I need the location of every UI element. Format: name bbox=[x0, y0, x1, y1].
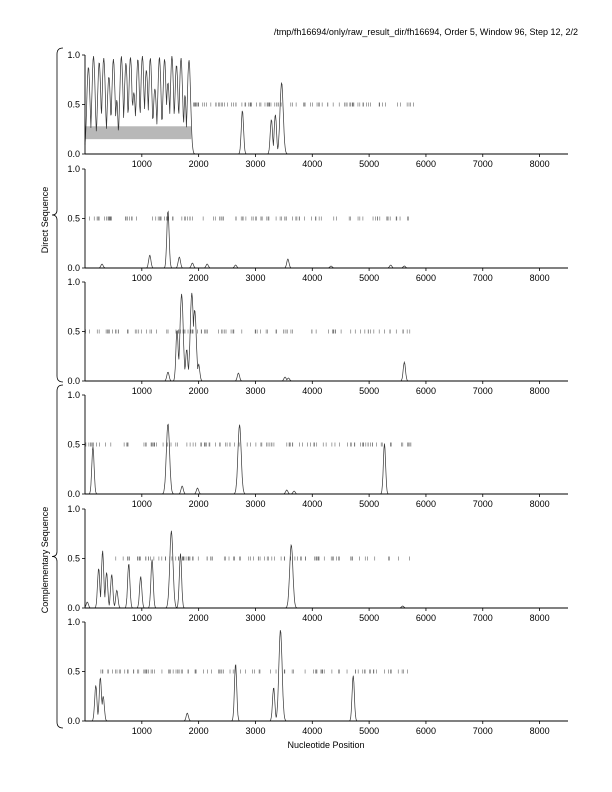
marker-ticks bbox=[90, 217, 409, 221]
x-tick-label: 1000 bbox=[131, 273, 152, 283]
x-tick-label: 7000 bbox=[472, 726, 493, 736]
y-tick-label: 0.5 bbox=[67, 326, 80, 337]
y-tick-label: 0.5 bbox=[67, 553, 80, 564]
y-tick-label: 0.0 bbox=[67, 376, 80, 386]
x-tick-label: 2000 bbox=[188, 726, 209, 736]
panel-3 bbox=[67, 277, 568, 396]
y-tick-label: 0.0 bbox=[67, 603, 80, 613]
panel-5 bbox=[67, 504, 568, 623]
signal-line bbox=[85, 630, 568, 721]
x-tick-label: 5000 bbox=[359, 726, 380, 736]
x-tick-label: 3000 bbox=[245, 273, 266, 283]
x-tick-label: 3000 bbox=[245, 499, 266, 509]
y-tick-label: 1.0 bbox=[67, 164, 80, 174]
x-tick-label: 4000 bbox=[302, 159, 323, 169]
marker-ticks bbox=[116, 557, 410, 561]
x-tick-label: 4000 bbox=[302, 499, 323, 509]
marker-ticks bbox=[193, 103, 413, 107]
x-tick-label: 5000 bbox=[359, 613, 380, 623]
y-tick-label: 1.0 bbox=[67, 504, 80, 514]
x-tick-label: 8000 bbox=[529, 613, 550, 623]
x-tick-label: 1000 bbox=[131, 386, 152, 396]
y-tick-label: 0.5 bbox=[67, 666, 80, 677]
group-brackets bbox=[52, 48, 63, 728]
y-tick-label: 1.0 bbox=[67, 617, 80, 627]
y-tick-label: 0.0 bbox=[67, 716, 80, 726]
x-tick-label: 7000 bbox=[472, 499, 493, 509]
x-tick-label: 6000 bbox=[415, 159, 436, 169]
panel-6 bbox=[67, 617, 568, 736]
x-tick-label: 7000 bbox=[472, 273, 493, 283]
signal-line bbox=[85, 56, 568, 154]
x-tick-label: 8000 bbox=[529, 159, 550, 169]
x-tick-label: 3000 bbox=[245, 613, 266, 623]
x-tick-label: 7000 bbox=[472, 613, 493, 623]
panel-1 bbox=[67, 50, 568, 169]
x-tick-label: 3000 bbox=[245, 726, 266, 736]
x-tick-label: 3000 bbox=[245, 386, 266, 396]
signal-line bbox=[85, 424, 568, 494]
marker-ticks bbox=[86, 330, 410, 334]
x-tick-label: 7000 bbox=[472, 159, 493, 169]
x-tick-label: 4000 bbox=[302, 386, 323, 396]
x-tick-label: 4000 bbox=[302, 273, 323, 283]
y-tick-label: 0.5 bbox=[67, 99, 80, 110]
x-tick-label: 5000 bbox=[359, 386, 380, 396]
marker-ticks bbox=[86, 443, 411, 447]
x-tick-label: 8000 bbox=[529, 273, 550, 283]
y-tick-label: 1.0 bbox=[67, 277, 80, 287]
x-tick-label: 6000 bbox=[415, 726, 436, 736]
chart-panels bbox=[67, 50, 568, 736]
signal-line bbox=[85, 212, 568, 268]
x-tick-label: 3000 bbox=[245, 159, 266, 169]
x-axis-label: Nucleotide Position bbox=[287, 740, 365, 750]
x-tick-label: 5000 bbox=[359, 159, 380, 169]
x-tick-label: 4000 bbox=[302, 613, 323, 623]
x-tick-label: 8000 bbox=[529, 726, 550, 736]
y-tick-label: 0.5 bbox=[67, 439, 80, 450]
x-tick-label: 8000 bbox=[529, 386, 550, 396]
x-tick-label: 1000 bbox=[131, 499, 152, 509]
panel-4 bbox=[67, 390, 568, 509]
page-title: /tmp/fh16694/only/raw_result_dir/fh16694, Order 5, Window 96, Step 12, 2/2 bbox=[273, 27, 578, 37]
complementary-bracket bbox=[52, 385, 63, 728]
x-tick-label: 2000 bbox=[188, 273, 209, 283]
x-tick-label: 4000 bbox=[302, 726, 323, 736]
y-tick-label: 0.0 bbox=[67, 263, 80, 273]
y-tick-label: 0.5 bbox=[67, 213, 80, 224]
direct-bracket bbox=[52, 48, 63, 382]
y-tick-label: 0.0 bbox=[67, 149, 80, 159]
x-tick-label: 2000 bbox=[188, 386, 209, 396]
direct-sequence-label: Direct Sequence bbox=[40, 186, 50, 254]
x-tick-label: 1000 bbox=[131, 159, 152, 169]
x-tick-label: 1000 bbox=[131, 613, 152, 623]
x-tick-label: 6000 bbox=[415, 386, 436, 396]
x-tick-label: 6000 bbox=[415, 613, 436, 623]
x-tick-label: 5000 bbox=[359, 273, 380, 283]
x-tick-label: 2000 bbox=[188, 159, 209, 169]
y-tick-label: 1.0 bbox=[67, 390, 80, 400]
x-tick-label: 5000 bbox=[359, 499, 380, 509]
x-tick-label: 8000 bbox=[529, 499, 550, 509]
signal-line bbox=[85, 293, 568, 381]
x-tick-label: 1000 bbox=[131, 726, 152, 736]
panel-2 bbox=[67, 164, 568, 283]
complementary-sequence-label: Complementary Sequence bbox=[40, 506, 50, 614]
marker-ticks bbox=[101, 670, 408, 674]
highlight-band bbox=[85, 126, 191, 139]
y-tick-label: 0.0 bbox=[67, 489, 80, 499]
x-tick-label: 6000 bbox=[415, 273, 436, 283]
x-tick-label: 6000 bbox=[415, 499, 436, 509]
x-tick-label: 2000 bbox=[188, 613, 209, 623]
x-tick-label: 7000 bbox=[472, 386, 493, 396]
signal-line bbox=[85, 531, 568, 608]
y-tick-label: 1.0 bbox=[67, 50, 80, 60]
x-tick-label: 2000 bbox=[188, 499, 209, 509]
